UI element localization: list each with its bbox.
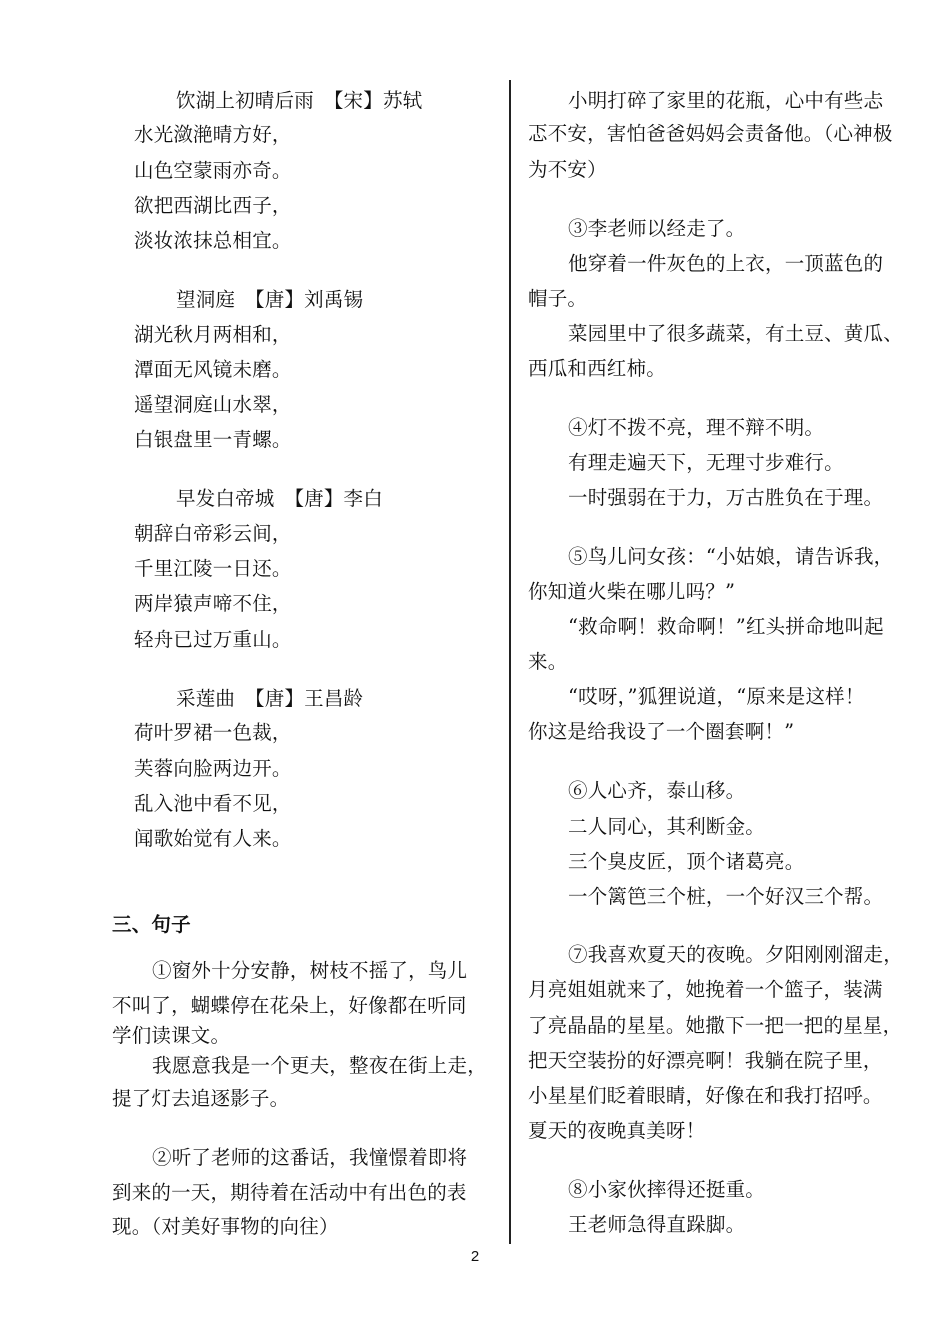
poem-line: 潭面无风镜未磨。 xyxy=(134,358,292,381)
poem-line: 欲把西湖比西子， xyxy=(134,194,292,217)
sentence-line: ②听了老师的这番话，我憧憬着即将 xyxy=(152,1146,468,1169)
sentence-line: 你这是给我设了一个圈套啊！” xyxy=(528,720,795,743)
page-number: 2 xyxy=(470,1248,480,1265)
sentence-line: 你知道火柴在哪儿吗？” xyxy=(528,580,736,603)
poem-title: 采莲曲 【唐】王昌龄 xyxy=(176,687,364,710)
poem-line: 朝辞白帝彩云间， xyxy=(134,522,292,545)
sentence-line: 我愿意我是一个更夫，整夜在街上走， xyxy=(152,1054,487,1077)
sentence-line: 小明打碎了家里的花瓶，心中有些忐 xyxy=(568,89,884,112)
sentence-line: 菜园里中了很多蔬菜，有土豆、黄瓜、 xyxy=(568,322,903,345)
sentence-line: 他穿着一件灰色的上衣，一顶蓝色的 xyxy=(568,252,884,275)
poem-title: 望洞庭 【唐】刘禹锡 xyxy=(176,288,364,311)
poem-line: 两岸猿声啼不住， xyxy=(134,592,292,615)
sentence-line: ③李老师以经走了。 xyxy=(568,217,746,240)
sentence-line: 到来的一天，期待着在活动中有出色的表 xyxy=(112,1181,467,1204)
poem-title: 早发白帝城 【唐】李白 xyxy=(176,487,383,510)
sentence-line: 小星星们眨着眼睛，好像在和我打招呼。 xyxy=(528,1084,883,1107)
sentence-line: 王老师急得直跺脚。 xyxy=(568,1213,746,1236)
poem-line: 淡妆浓抹总相宜。 xyxy=(134,229,292,252)
poem-line: 山色空蒙雨亦奇。 xyxy=(134,159,292,182)
sentence-line: 不叫了，蝴蝶停在花朵上，好像都在听同 xyxy=(112,994,467,1017)
sentence-line: “哎呀，”狐狸说道，“原来是这样！ xyxy=(568,685,865,708)
poem-line: 芙蓉向脸两边开。 xyxy=(134,757,292,780)
poem-line: 千里江陵一日还。 xyxy=(134,557,292,580)
sentence-line: 有理走遍天下，无理寸步难行。 xyxy=(568,451,844,474)
sentence-line: 三个臭皮匠，顶个诸葛亮。 xyxy=(568,850,805,873)
sentence-line: ⑧小家伙摔得还挺重。 xyxy=(568,1178,766,1201)
sentence-line: 来。 xyxy=(528,650,568,673)
sentence-line: 一个篱笆三个桩，一个好汉三个帮。 xyxy=(568,885,884,908)
section-heading: 三、句子 xyxy=(112,913,191,936)
sentence-line: 夏天的夜晚真美呀！ xyxy=(528,1119,706,1142)
sentence-line: 二人同心，其利断金。 xyxy=(568,815,766,838)
poem-line: 乱入池中看不见， xyxy=(134,792,292,815)
sentence-line: ①窗外十分安静，树枝不摇了，鸟儿 xyxy=(152,959,468,982)
sentence-line: “救命啊！救命啊！”红头拼命地叫起 xyxy=(568,615,884,638)
sentence-line: 现。（对美好事物的向往） xyxy=(112,1215,339,1238)
sentence-line: 学们读课文。 xyxy=(112,1024,231,1047)
sentence-line: 帽子。 xyxy=(528,287,588,310)
column-divider xyxy=(509,80,511,1244)
sentence-line: ⑥人心齐，泰山移。 xyxy=(568,779,746,802)
sentence-line: 了亮晶晶的星星。她撒下一把一把的星星， xyxy=(528,1014,903,1037)
poem-line: 荷叶罗裙一色裁， xyxy=(134,721,292,744)
poem-line: 湖光秋月两相和， xyxy=(134,323,292,346)
poem-line: 轻舟已过万重山。 xyxy=(134,628,292,651)
poem-line: 闻歌始觉有人来。 xyxy=(134,827,292,850)
sentence-line: 月亮姐姐就来了，她挽着一个篮子，装满 xyxy=(528,978,883,1001)
poem-line: 水光潋滟晴方好， xyxy=(134,123,292,146)
sentence-line: 一时强弱在于力，万古胜负在于理。 xyxy=(568,486,884,509)
sentence-line: ④灯不拨不亮，理不辩不明。 xyxy=(568,416,825,439)
sentence-line: 把天空装扮的好漂亮啊！我躺在院子里， xyxy=(528,1049,883,1072)
sentence-line: 西瓜和西红柿。 xyxy=(528,357,666,380)
sentence-line: ⑤鸟儿问女孩：“小姑娘，请告诉我， xyxy=(568,545,894,568)
sentence-line: 忑不安，害怕爸爸妈妈会责备他。（心神极 xyxy=(528,122,893,145)
sentence-line: 为不安） xyxy=(528,158,607,181)
poem-line: 白银盘里一青螺。 xyxy=(134,428,292,451)
sentence-line: 提了灯去追逐影子。 xyxy=(112,1087,290,1110)
poem-title: 饮湖上初晴后雨 【宋】苏轼 xyxy=(176,89,423,112)
sentence-line: ⑦我喜欢夏天的夜晚。夕阳刚刚溜走， xyxy=(568,943,903,966)
poem-line: 遥望洞庭山水翠， xyxy=(134,393,292,416)
